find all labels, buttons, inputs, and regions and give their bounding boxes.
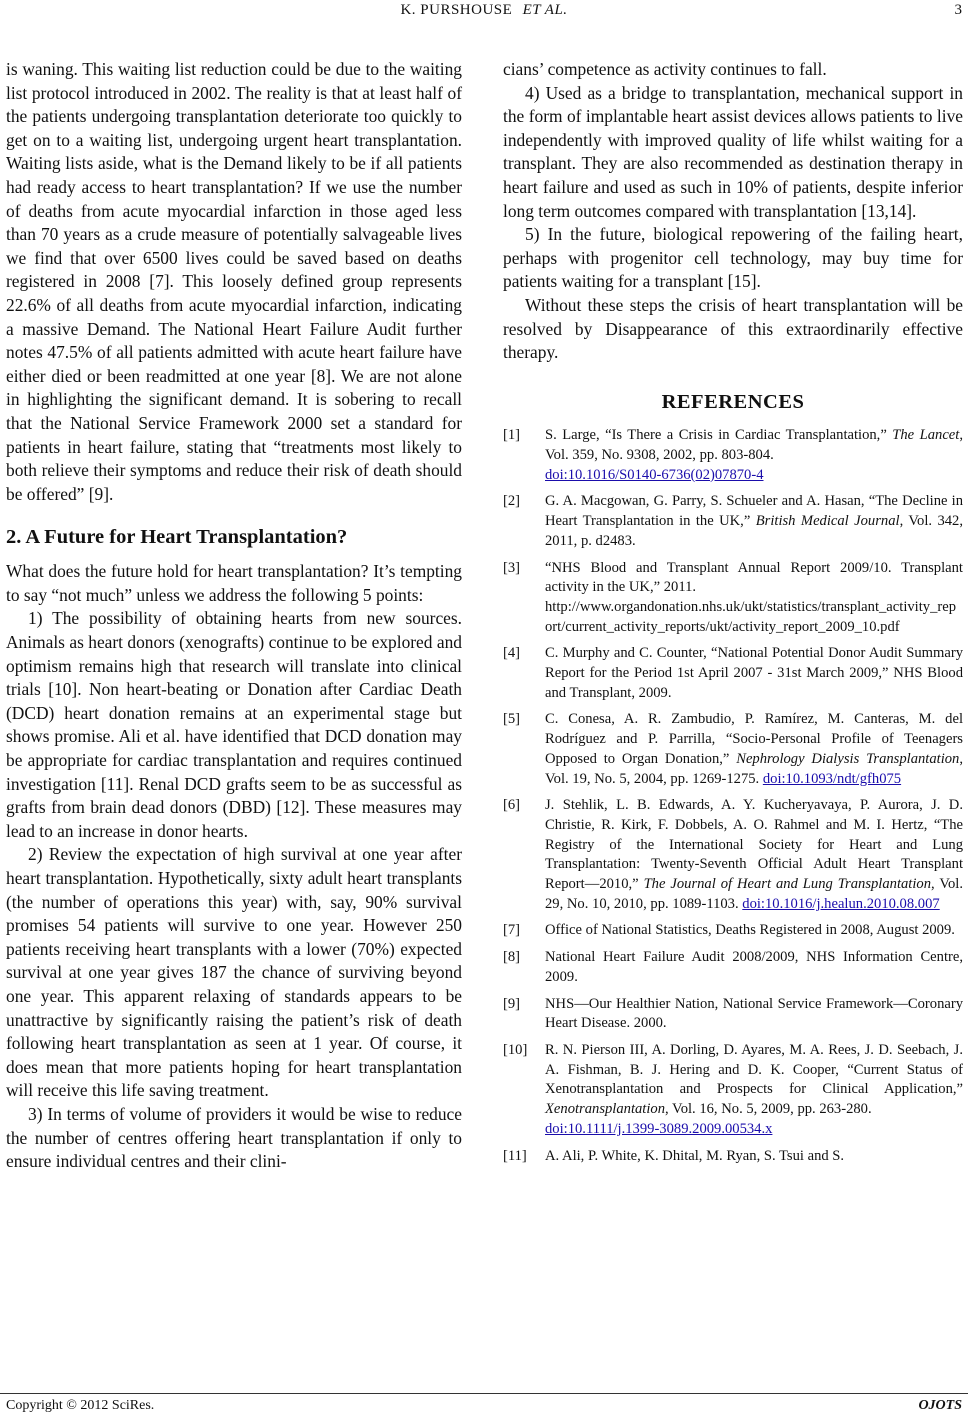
reference-journal: Xenotransplantation <box>545 1101 665 1118</box>
paragraph: 5) In the future, biological repowering of the failing heart, perhaps with progenitor cell technology, may buy time for patients waiting for a transplant [15]. <box>503 224 963 292</box>
journal-name: OJOTS <box>918 1398 962 1413</box>
section-heading: 2. A Future for Heart Transplantation? <box>6 526 348 549</box>
reference-details: , Vol. 29, No. 10, 2010, pp. 1089-1103. <box>545 876 963 912</box>
reference-number: [1] <box>503 427 521 444</box>
reference-journal: The Lancet <box>892 427 960 444</box>
reference-details: , Vol. 359, No. 9308, 2002, pp. 803-804. <box>545 427 963 464</box>
reference-text <box>545 921 963 941</box>
reference-citation: NHS—Our Healthier Nation, National Service Framework—Coronary Heart Disease. 2000. <box>545 995 963 1032</box>
reference-details: , Vol. 342, 2011, p. d2483. <box>545 513 963 549</box>
paragraph: cians’ competence as activity continues to fall. <box>503 59 827 79</box>
reference-details: , Vol. 16, No. 5, 2009, pp. 263-280. <box>665 1101 872 1118</box>
right-column <box>503 58 963 1173</box>
reference-text <box>545 710 963 789</box>
page-header <box>0 0 968 30</box>
paragraph: What does the future hold for heart transplantation? It’s tempting to say “not much” unless we address the following 5 points: <box>6 561 462 605</box>
reference-journal: The Journal of Heart and Lung Transplantation <box>643 876 932 893</box>
reference-text <box>545 1041 963 1140</box>
reference-citation: C. Conesa, A. R. Zambudio, P. Ramírez, M. Canteras, M. del Rodríguez and P. Parrilla, “Socio-Personal Profile of Teenagers Opposed to Organ Donation,” <box>545 711 963 767</box>
doi-link[interactable]: doi:10.1016/S0140-6736(02)07870-4 <box>545 466 764 483</box>
reference-item <box>503 1147 963 1167</box>
paragraph: 3) In terms of volume of providers it would be wise to reduce the number of centres offering heart transplantation if only to ensure individual centres and their clini- <box>6 1103 462 1172</box>
doi-link[interactable]: doi:10.1016/j.healun.2010.08.007 <box>742 895 940 912</box>
reference-citation: J. Stehlik, L. B. Edwards, A. Y. Kucheryavaya, P. Aurora, J. D. Christie, R. Kirk, F. Dobbels, A. O. Rahmel and M. I. Hertz, “The Registry of the International Society for Heart and Lung Transplantation: Twenty-Seventh Official Adult Heart Transplant Report—2010,” <box>545 797 963 893</box>
page-number: 3 <box>954 2 962 18</box>
reference-number: [5] <box>503 711 521 728</box>
reference-citation: A. Ali, P. White, K. Dhital, M. Ryan, S. Tsui and S. <box>545 1147 845 1164</box>
running-title <box>0 2 968 19</box>
paragraph: Without these steps the crisis of heart transplantation will be resolved by Disappearance of this extraordinarily effective therapy. <box>503 294 963 363</box>
reference-number: [7] <box>503 922 521 939</box>
doi-link[interactable]: doi:10.1093/ndt/gfh075 <box>762 770 902 787</box>
reference-citation: C. Murphy and C. Counter, “National Potential Donor Audit Summary Report for the Period 1st April 2007 - 31st March 2009,” NHS Blood and Transplant, 2009. <box>545 645 963 701</box>
reference-number: [11] <box>503 1147 527 1164</box>
reference-journal: British Medical Journal <box>755 513 900 530</box>
copyright-text: Copyright © 2012 SciRes. <box>6 1398 155 1413</box>
paragraph: 4) Used as a bridge to transplantation, mechanical support in the form of implantable heart assist devices allows patients to live independently with improved quality of life whilst waiting for a transplant. They are also recommended as destination therapy in heart failure and used as such in 10% of patients, despite inferior long term outcomes compared with transplantation [13,14]. <box>503 82 963 221</box>
reference-number: [3] <box>503 559 521 576</box>
reference-item <box>503 796 963 914</box>
reference-item <box>503 1041 963 1140</box>
reference-number: [4] <box>503 645 521 662</box>
reference-number: [9] <box>503 995 521 1012</box>
reference-citation: “NHS Blood and Transplant Annual Report 2009/10. Transplant activity in the UK,” 2011. <box>545 559 963 596</box>
reference-citation: Office of National Statistics, Deaths Registered in 2008, August 2009. <box>545 922 955 939</box>
running-title-et-al: ET AL. <box>522 2 568 18</box>
reference-text <box>545 1147 963 1167</box>
running-title-authors: K. PURSHOUSE <box>400 2 513 18</box>
reference-text <box>545 426 963 485</box>
reference-number: [8] <box>503 949 521 966</box>
reference-item <box>503 710 963 789</box>
reference-text <box>545 559 963 638</box>
reference-citation: S. Large, “Is There a Crisis in Cardiac Transplantation,” <box>545 427 893 444</box>
reference-text <box>545 796 963 914</box>
reference-number: [10] <box>503 1042 528 1058</box>
left-column <box>6 58 462 1174</box>
page-footer <box>0 1393 968 1414</box>
reference-text <box>545 948 963 987</box>
reference-item <box>503 644 963 703</box>
reference-number: [2] <box>503 493 521 510</box>
reference-journal: Nephrology Dialysis Transplantation <box>736 750 960 767</box>
reference-item <box>503 948 963 987</box>
paragraph: 1) The possibility of obtaining hearts from new sources. Animals as heart donors (xenografts) continue to be explored and optimism remains high that research will translate into clinical trials [10]. Non heart-beating or Donation after Cardiac Death (DCD) heart donation remains at an experimental stage but shows promise. Ali et al. have identified that DCD donation may be appropriate for cardiac transplantation and requires continued investigation [11]. Renal DCD grafts seem to be as successful as grafts from brain dead donors (DBD) [12]. These measures may lead to an increase in donor hearts. <box>6 608 462 841</box>
paragraph: 2) Review the expectation of high survival at one year after heart transplantation. Hypothetically, sixty adult heart transplants (the number of operations this year) with, say, 90% survival promises 54 patients will survive to one year. However 250 patients receiving heart transplants with a lower (70%) expected survival at one year gives 187 the chance of surviving beyond one year. This apparent relaxing of standards appears to be unattractive by significantly raising the patient’s risk of death following heart transplantation as seen at 1 year. Of course, it does mean that more patients hoping for heart transplantation will receive this life saving treatment. <box>6 844 462 1101</box>
reference-text <box>545 492 963 551</box>
reference-citation: R. N. Pierson III, A. Dorling, D. Ayares, M. A. Rees, J. D. Seebach, J. A. Fishman, B. J. Hering and D. K. Cooper, “Current Status of Xenotransplantation and Prospects for Clinical Application,” <box>545 1042 963 1098</box>
doi-link[interactable]: doi:10.1111/j.1399-3089.2009.00534.x <box>545 1120 773 1137</box>
references-heading: REFERENCES <box>661 390 805 413</box>
reference-item <box>503 492 963 551</box>
reference-citation: National Heart Failure Audit 2008/2009, NHS Information Centre, 2009. <box>545 949 963 985</box>
reference-item <box>503 426 963 485</box>
reference-text <box>545 995 963 1034</box>
reference-text <box>545 644 963 703</box>
reference-details: , Vol. 19, No. 5, 2004, pp. 1269-1275. <box>545 750 964 787</box>
reference-item <box>503 995 963 1034</box>
paragraph: is waning. This waiting list reduction could be due to the waiting list protocol introduced in 2002. The reality is that at least half of the patients undergoing transplantation deteriorate too quickly to get on to a waiting list, undergoing urgent heart transplantation. Waiting lists aside, what is the Demand likely to be if all patients had ready access to heart transplantation? If we use the number of deaths from acute myocardial infarction in those aged less than 70 years as a crude measure of potentially salvageable lives we find that over 6500 lives could be saved based on deaths registered in 2008 [7]. This loosely defined group represents 22.6% of all deaths from acute myocardial infarction, indicating a massive Demand. The National Heart Failure Audit further notes 47.5% of all patients admitted with acute heart failure have either died or been readmitted at one year [8]. We are not alone in highlighting the significant demand. It is sobering to recall that the National Service Framework 2000 set a standard for patients in heart failure, stating that “treatments most likely to both relieve their symptoms and reduce their risk of death should be offered” [9]. <box>6 59 462 504</box>
reference-list <box>503 426 963 1166</box>
reference-url[interactable]: http://www.organdonation.nhs.uk/ukt/statistics/transplant_activity_report/current_activity_reports/ukt/activity_report_2009_10.pdf <box>545 598 957 635</box>
reference-item <box>503 921 963 941</box>
reference-citation: G. A. Macgowan, G. Parry, S. Schueler and A. Hasan, “The Decline in Heart Transplantation in the UK,” <box>545 493 963 530</box>
reference-number: [6] <box>503 797 521 814</box>
reference-item <box>503 559 963 638</box>
